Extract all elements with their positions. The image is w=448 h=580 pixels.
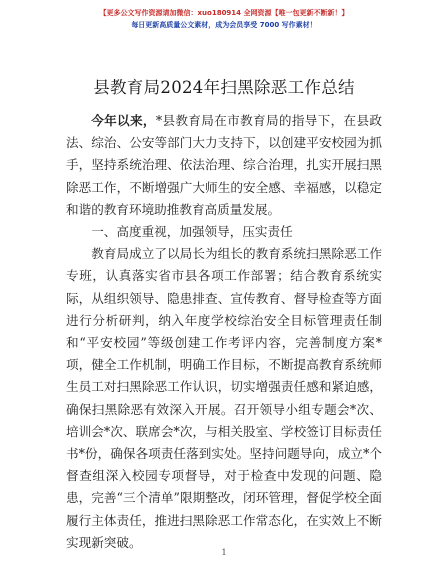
intro-text: *县教育局在市教育局的指导下，在县政法、综治、公安等部门大力支持下，以创建平安校园为抓手，坚持系统治理、依法治理、综合治理，扎实开展扫黑除恶工作，不断增强广大师生的安全感、幸福感，以稳定和谐的教育环境助推教育高质量发展。 [66,113,383,217]
intro-paragraph [66,110,382,221]
document-title: 县教育局2024年扫黑除恶工作总结 [93,78,355,97]
section-1-paragraph: 教育局成立了以局长为组长的教育系统扫黑除恶工作专班，认真落实省市县各项工作部署；结合教育系统实际，从组织领导、隐患排查、宣传教育、督导检查等方面进行分析研判，纳入年度学校综治安全目标管理责任制和“平安校园”等级创建工作考评内容，完善制度方案*项，健全工作机制，明确工作目标，不断提高教育系统师生员工对扫黑除恶工作认识，切实增强责任感和紧迫感，确保扫黑除恶有效深入开展。召开领导小组专题会*次、培训会*次、联席会*次，与相关股室、学校签订目标责任书*份，确保各项责任落到实处。坚持问题导向，成立*个督查组深入校园专项督导，对于检查中发现的问题、隐患，完善“三个清单”限期整改，闭环管理，督促学校全面履行主体责任，推进扫黑除恶工作常态化，在实效上不断实现新突破。 [66,246,382,550]
page-number: 1 [221,548,227,557]
intro-lead: 今年以来， [91,113,156,128]
section-1-heading: 一、高度重视，加强领导，压实责任 [91,224,293,240]
promo-banner-line-1: 【更多公文写作资源请加微信：xuo180914 全网资源【唯一包更新不断新！】 [99,9,349,17]
document-body [66,110,382,554]
promo-banner-line-2: 每日更新高质量公文素材，成为会员享受 7000 写作素材！ [131,21,317,29]
